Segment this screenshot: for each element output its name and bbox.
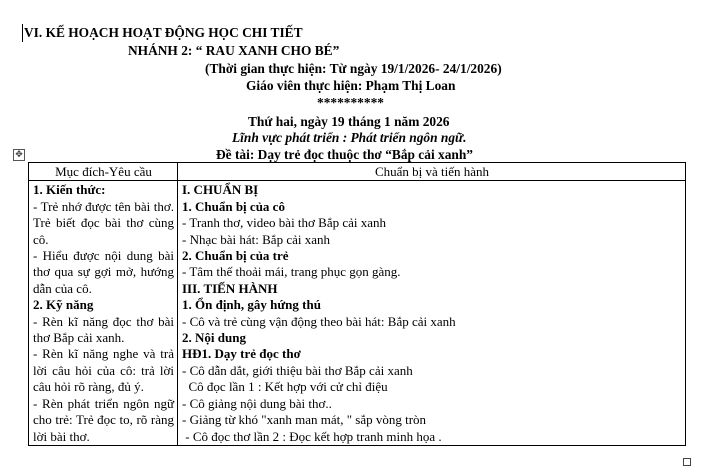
period-text: (Thời gian thực hiện: Từ ngày 19/1/2026- 24/1/2026)	[205, 61, 502, 76]
teacher-text: Giáo viên thực hiện: Phạm Thị Loan	[246, 78, 456, 93]
knowledge-title: 1. Kiến thức:	[33, 182, 106, 198]
table-resize-handle-icon[interactable]	[683, 458, 691, 466]
procedure-line: - Cô đọc thơ lần 2 : Đọc kết hợp tranh minh họa .	[182, 428, 442, 444]
stabilize-heading: 1. Ổn định, gây hứng thú	[182, 297, 321, 313]
skills-title: 2. Kỹ năng	[33, 297, 94, 313]
activity-1-heading: HĐ1. Dạy trẻ đọc thơ	[182, 346, 301, 362]
preparation-cell[interactable]	[178, 181, 686, 446]
skills-item-1: - Rèn kĩ năng đọc thơ bài thơ Bắp cải xanh.	[33, 313, 174, 346]
field-text: Lĩnh vực phát triển : Phát triển ngôn ngữ.	[232, 130, 467, 145]
header-purpose: Mục đích-Yêu cầu	[29, 163, 178, 181]
prep-line: - Tranh thơ, video bài thơ Bắp cải xanh	[182, 215, 387, 231]
procedure-line: - Cô và trẻ cùng vận động theo bài hát: Bắp cải xanh	[182, 313, 456, 329]
procedure-line: - Cô giảng nội dung bài thơ..	[182, 395, 332, 411]
skills-item-2: - Rèn kĩ năng nghe và trả lời câu hỏi của cô: trả lời câu hỏi rõ ràng, đủ ý.	[33, 346, 174, 395]
skills-item-3: - Rèn phát triển ngôn ngữ cho trẻ: Trẻ đọc to, rõ ràng lời bài thơ.	[33, 395, 174, 444]
branch-title: NHÁNH 2: “ RAU XANH CHO BÉ”	[128, 43, 340, 58]
table-header-row	[29, 163, 686, 181]
topic-text: Đề tài: Dạy trẻ đọc thuộc thơ “Bắp cải xanh”	[216, 147, 473, 162]
header-preparation: Chuẩn bị và tiến hành	[178, 163, 686, 181]
knowledge-item-2: - Hiểu được nội dung bài thơ qua sự gợi mở, hướng dẫn của cô.	[33, 248, 174, 296]
prep-line: - Tâm thế thoải mái, trang phục gọn gàng.	[182, 264, 401, 280]
table-body-row	[29, 181, 686, 446]
prep-line: - Nhạc bài hát: Bắp cải xanh	[182, 231, 330, 247]
lesson-plan-table	[28, 162, 686, 446]
date-text: Thứ hai, ngày 19 tháng 1 năm 2026	[248, 114, 450, 129]
prep-heading: I. CHUẨN BỊ	[182, 182, 259, 198]
content-heading: 2. Nội dung	[182, 330, 246, 346]
teacher-prep-heading: 1. Chuẩn bị của cô	[182, 198, 285, 214]
table-move-handle-icon[interactable]: ✥	[13, 149, 25, 161]
procedure-line: Cô đọc lần 1 : Kết hợp với cử chỉ điệu	[182, 379, 388, 395]
procedure-line: - Cô dẫn dắt, giới thiệu bài thơ Bắp cải xanh	[182, 362, 413, 378]
child-prep-heading: 2. Chuẩn bị của trẻ	[182, 248, 289, 264]
procedure-heading: III. TIẾN HÀNH	[182, 280, 278, 296]
section-title: VI. KẾ HOẠCH HOẠT ĐỘNG HỌC CHI TIẾT	[24, 25, 303, 40]
procedure-line: - Giảng từ khó "xanh man mát, " sắp vòng tròn	[182, 412, 427, 428]
text-cursor	[22, 24, 23, 42]
knowledge-item-1: - Trẻ nhớ được tên bài thơ. Trẻ biết đọc bài thơ cùng cô.	[33, 198, 174, 247]
purpose-cell[interactable]	[29, 181, 178, 446]
stars-divider: **********	[317, 95, 384, 110]
